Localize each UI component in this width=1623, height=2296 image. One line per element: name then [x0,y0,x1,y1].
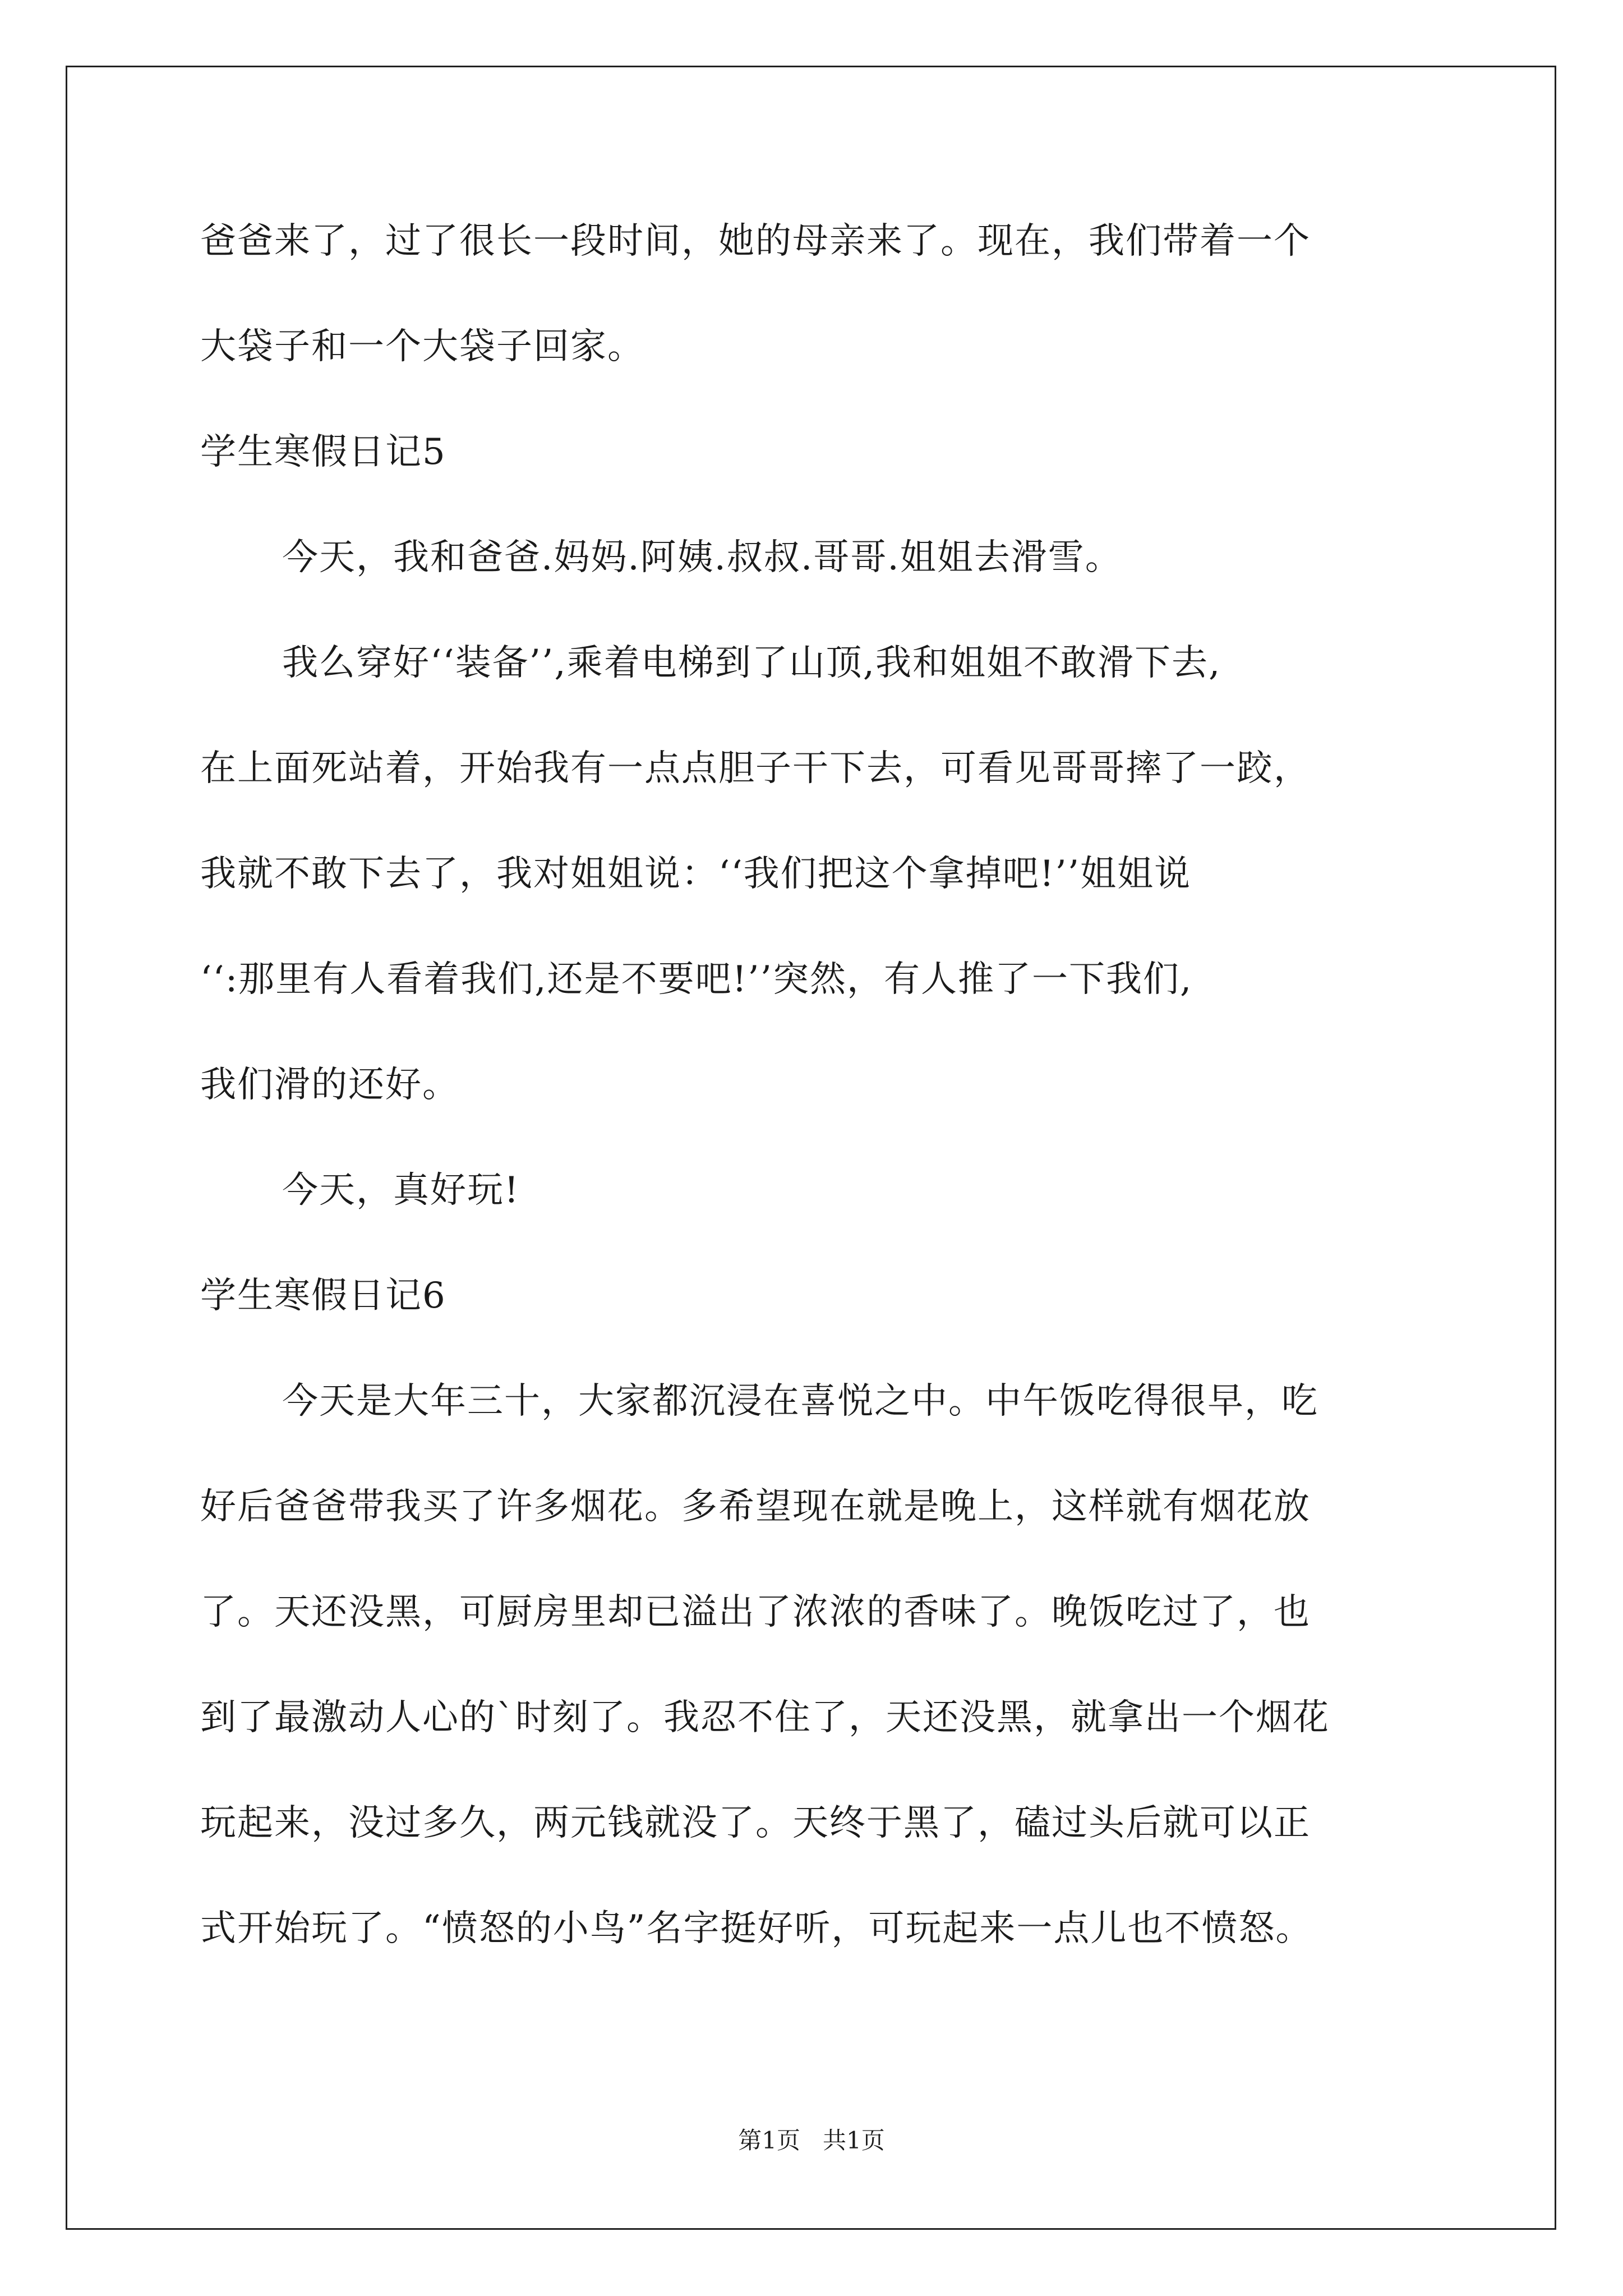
text-line: 我们滑的还好。 [200,1064,459,1106]
paragraph-start: 我么穿好‘‘装备’’,乘着电梯到了山顶,我和姐姐不敢滑下去, [282,642,1221,684]
paragraph-start: 今天，真好玩! [282,1170,520,1211]
page-border [66,66,1556,2230]
text-line: 式开始玩了。“愤怒的小鸟”名字挺好听，可玩起来一点儿也不愤怒。 [200,1908,1313,1949]
text-line: 了。天还没黑，可厨房里却已溢出了浓浓的香味了。晚饭吃过了，也 [200,1591,1311,1633]
paragraph-start: 今天，我和爸爸.妈妈.阿姨.叔叔.哥哥.姐姐去滑雪。 [282,537,1122,578]
text-line: 我就不敢下去了，我对姐姐说：‘‘我们把这个拿掉吧!’’姐姐说 [200,853,1192,895]
paragraph-start: 今天是大年三十，大家都沉浸在喜悦之中。中午饭吃得很早，吃 [282,1381,1318,1422]
text-line: 玩起来，没过多久，两元钱就没了。天终于黑了，磕过头后就可以正 [200,1802,1311,1844]
text-line: ‘‘:那里有人看着我们,还是不要吧!’’突然，有人推了一下我们, [200,959,1193,1000]
text-line: 在上面死站着，开始我有一点点胆子干下去，可看见哥哥摔了一跤， [200,748,1311,789]
section-heading: 学生寒假日记5 [200,431,446,473]
section-heading: 学生寒假日记6 [200,1275,446,1317]
text-line: 到了最激动人心的`时刻了。我忍不住了，天还没黑，就拿出一个烟花 [200,1697,1330,1738]
text-line: 大袋子和一个大袋子回家。 [200,326,644,367]
text-line: 好后爸爸带我买了许多烟花。多希望现在就是晚上，这样就有烟花放 [200,1486,1311,1527]
text-line: 爸爸来了，过了很长一段时间，她的母亲来了。现在，我们带着一个 [200,220,1311,262]
page-footer: 第1页 共1页 [738,2127,885,2154]
